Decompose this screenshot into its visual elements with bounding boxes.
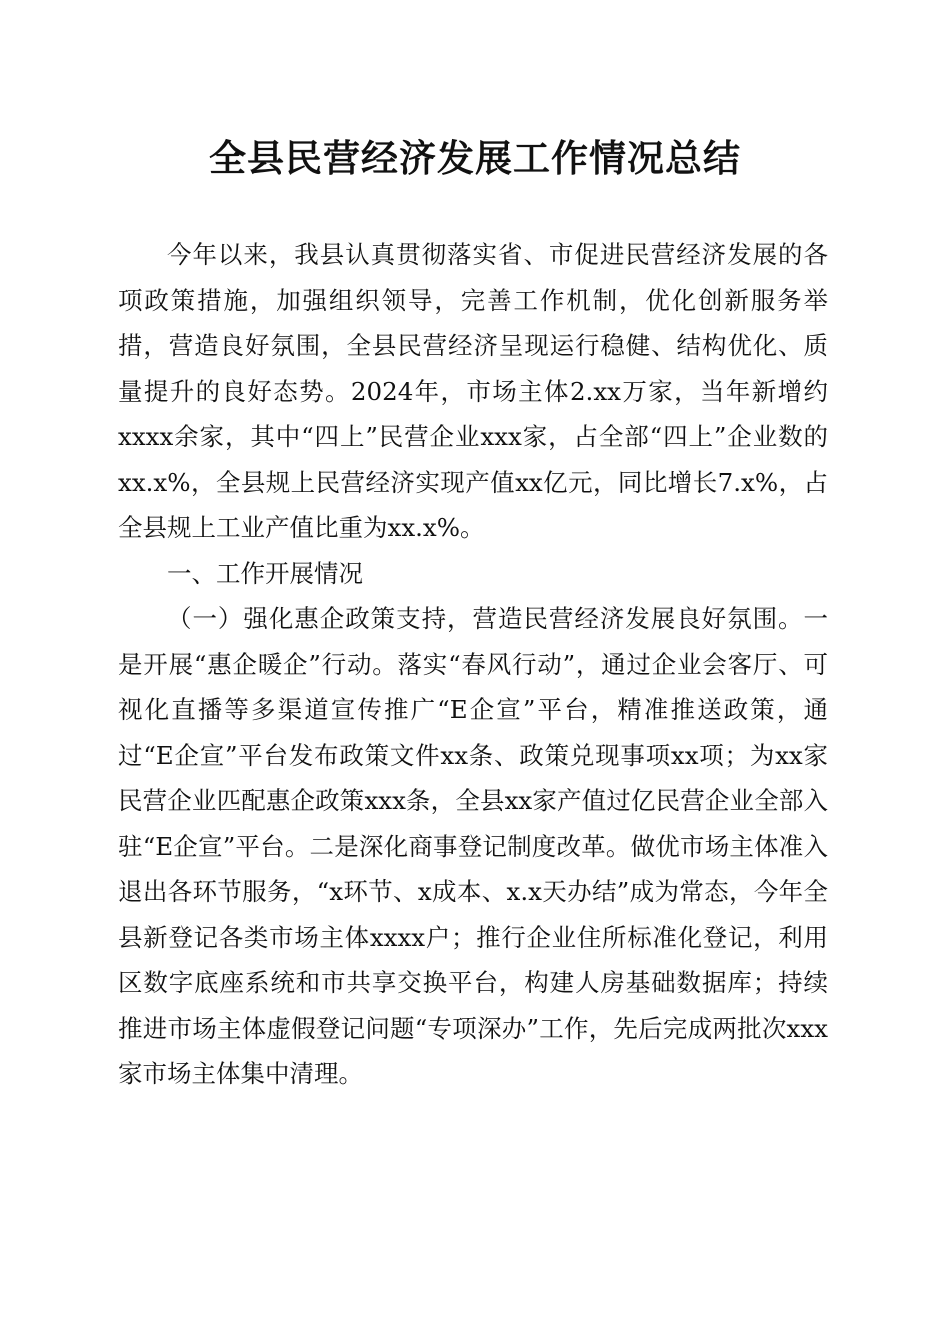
subsection-heading: （一）强化惠企政策支持，营造民营经济发展良好氛围。 xyxy=(167,604,804,633)
intro-paragraph: 今年以来，我县认真贯彻落实省、市促进民营经济发展的各项政策措施，加强组织领导，完善工作机制，优化创新服务举措，营造良好氛围，全县民营经济呈现运行稳健、结构优化、质量提升的良好态势。2024年，市场主体2.xx万家，当年新增约xxxx余家，其中“四上”民营企业xxx家，占全部“四上”企业数的xx.x%，全县规上民营经济实现产值xx亿元，同比增长7.x%，占全县规上工业产值比重为xx.x%。 xyxy=(118,240,828,542)
section-heading: 一、工作开展情况 xyxy=(167,558,363,588)
subsection-body: 一是开展“惠企暖企”行动。落实“春风行动”，通过企业会客厅、可视化直播等多渠道宣传推广“E企宣”平台，精准推送政策，通过“E企宣”平台发布政策文件xx条、政策兑现事项xx项；为xx家民营企业匹配惠企政策xxx条，全县xx家产值过亿民营企业全部入驻“E企宣”平台。二是深化商事登记制度改革。做优市场主体准入退出各环节服务，“x环节、x成本、x.x天办结”成为常态，今年全县新登记各类市场主体xxxx户；推行企业住所标准化登记，利用区数字底座系统和市共享交换平台，构建人房基础数据库；持续推进市场主体虚假登记问题“专项深办”工作，先后完成两批次xxx家市场主体集中清理。 xyxy=(118,604,828,1088)
document-title: 全县民营经济发展工作情况总结 xyxy=(209,136,741,180)
subsection-paragraph xyxy=(118,596,828,1097)
document-body xyxy=(118,232,828,1097)
